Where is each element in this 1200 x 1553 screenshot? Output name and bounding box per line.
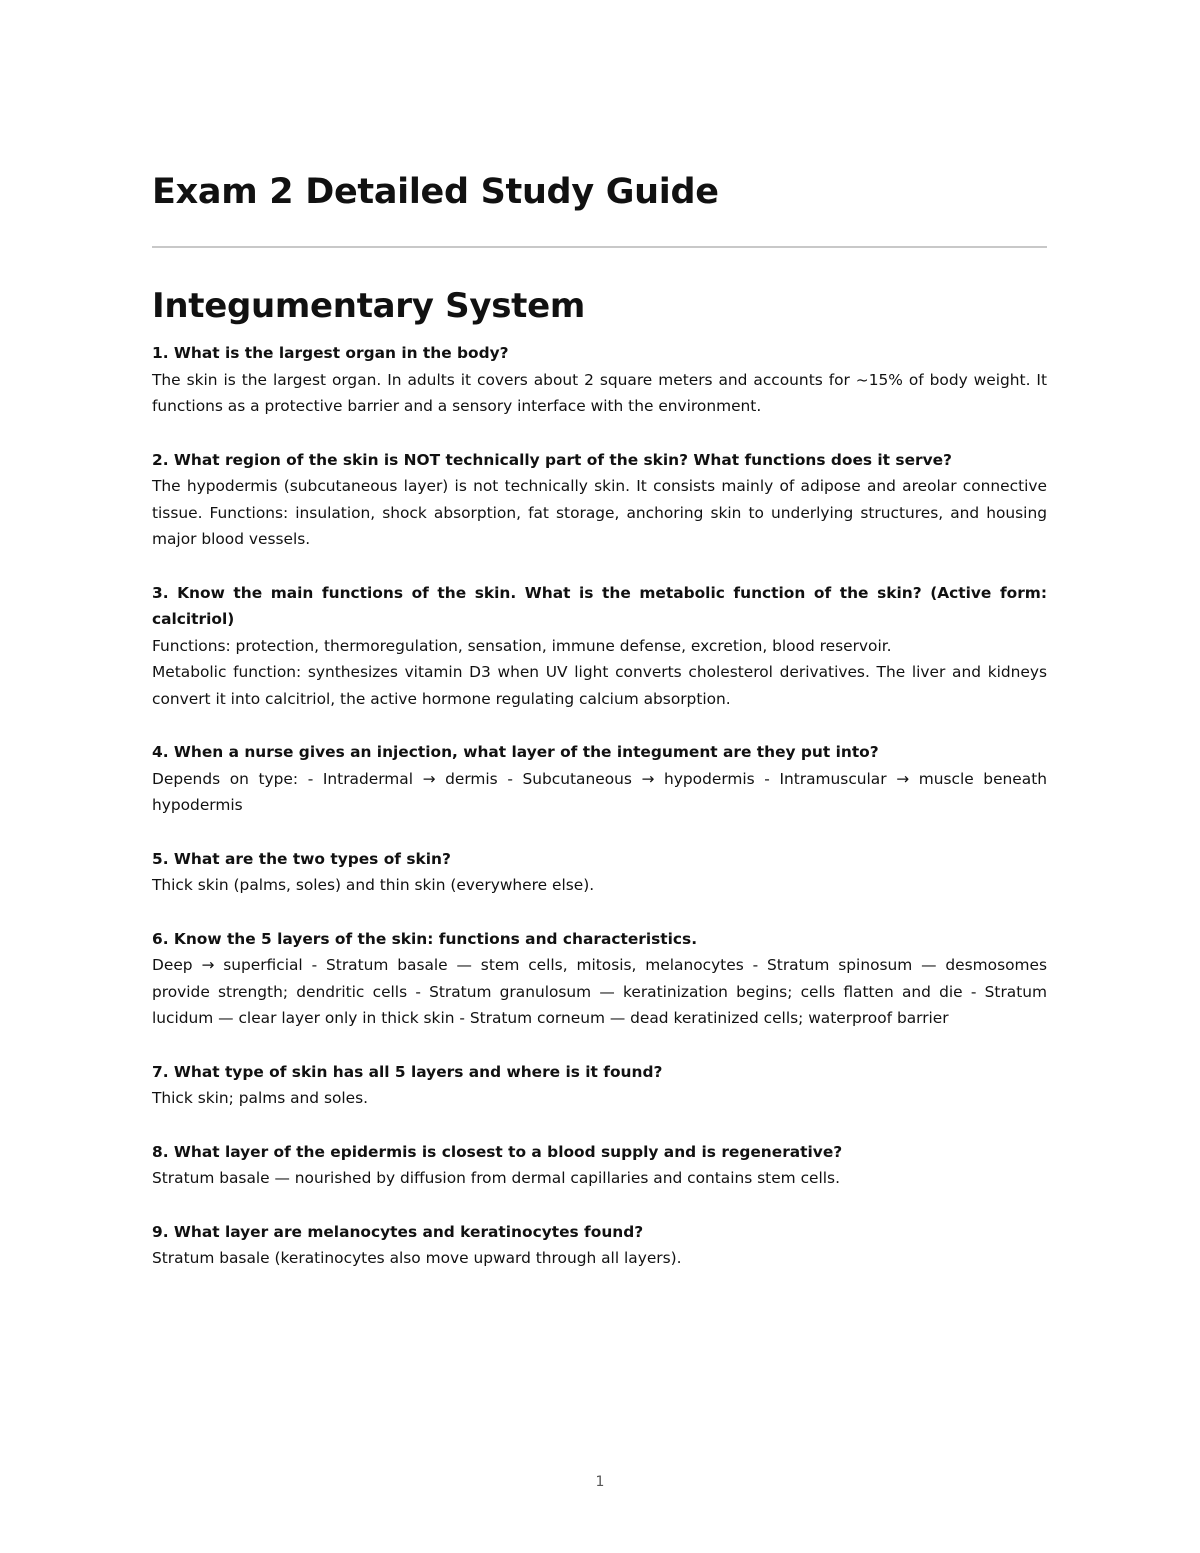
answer-text: The hypodermis (subcutaneous layer) is not technically skin. It consists mainly of adipose and areolar connective tissue. Functions: insulation, shock absorption, fat storage, anchoring skin to underlying structures, and housing major blood vessels.	[152, 477, 1047, 548]
question-text: 5. What are the two types of skin?	[152, 849, 451, 868]
question-text: 7. What type of skin has all 5 layers and where is it found?	[152, 1062, 663, 1081]
page-number: 1	[595, 1474, 605, 1490]
document-page	[152, 170, 1047, 1299]
answer-text: Stratum basale — nourished by diffusion from dermal capillaries and contains stem cells.	[152, 1169, 840, 1187]
answer-text: Stratum basale (keratinocytes also move upward through all layers).	[152, 1249, 682, 1267]
question-text: 1. What is the largest organ in the body?	[152, 344, 509, 362]
question-text: 2. What region of the skin is NOT technically part of the skin? What functions does it serve?	[152, 450, 952, 469]
qa-item	[152, 1139, 1047, 1192]
qa-item	[152, 1219, 1047, 1272]
question-text: 9. What layer are melanocytes and keratinocytes found?	[152, 1222, 644, 1241]
question-text: 3. Know the main functions of the skin. What is the metabolic function of the skin? (Active form: calcitriol)	[152, 583, 1047, 628]
answer-text: Metabolic function: synthesizes vitamin D3 when UV light converts cholesterol derivatives. The liver and kidneys convert it into calcitriol, the active hormone regulating calcium absorption.	[152, 663, 1047, 708]
qa-item	[152, 580, 1047, 713]
answer-text: The skin is the largest organ. In adults it covers about 2 square meters and accounts for ~15% of body weight. It functions as a protective barrier and a sensory interface with the environment.	[152, 370, 1047, 415]
question-list	[152, 340, 1047, 1272]
section-title: Integumentary System	[152, 286, 585, 326]
qa-item	[152, 739, 1047, 819]
qa-item	[152, 447, 1047, 553]
qa-item	[152, 1059, 1047, 1112]
question-text: 8. What layer of the epidermis is closest to a blood supply and is regenerative?	[152, 1142, 843, 1161]
answer-text: Deep → superficial - Stratum basale — stem cells, mitosis, melanocytes - Stratum spinosum — desmosomes provide strength; dendritic cells - Stratum granulosum — keratinization begins; cells flatten and die - Stratum lucidum — clear layer only in thick skin - Stratum corneum — dead keratinized cells; waterproof barrier	[152, 956, 1047, 1027]
answer-text: Depends on type: - Intradermal → dermis - Subcutaneous → hypodermis - Intramuscular → muscle beneath hypodermis	[152, 769, 1047, 814]
question-text: 4. When a nurse gives an injection, what layer of the integument are they put into?	[152, 743, 879, 761]
qa-item	[152, 926, 1047, 1032]
qa-item	[152, 846, 1047, 899]
answer-text: Functions: protection, thermoregulation, sensation, immune defense, excretion, blood reservoir.	[152, 636, 892, 655]
document-title: Exam 2 Detailed Study Guide	[152, 172, 719, 212]
title-divider	[152, 246, 1047, 248]
answer-text: Thick skin; palms and soles.	[152, 1089, 369, 1107]
qa-item	[152, 340, 1047, 420]
question-text: 6. Know the 5 layers of the skin: functions and characteristics.	[152, 929, 698, 948]
answer-text: Thick skin (palms, soles) and thin skin (everywhere else).	[152, 876, 595, 894]
